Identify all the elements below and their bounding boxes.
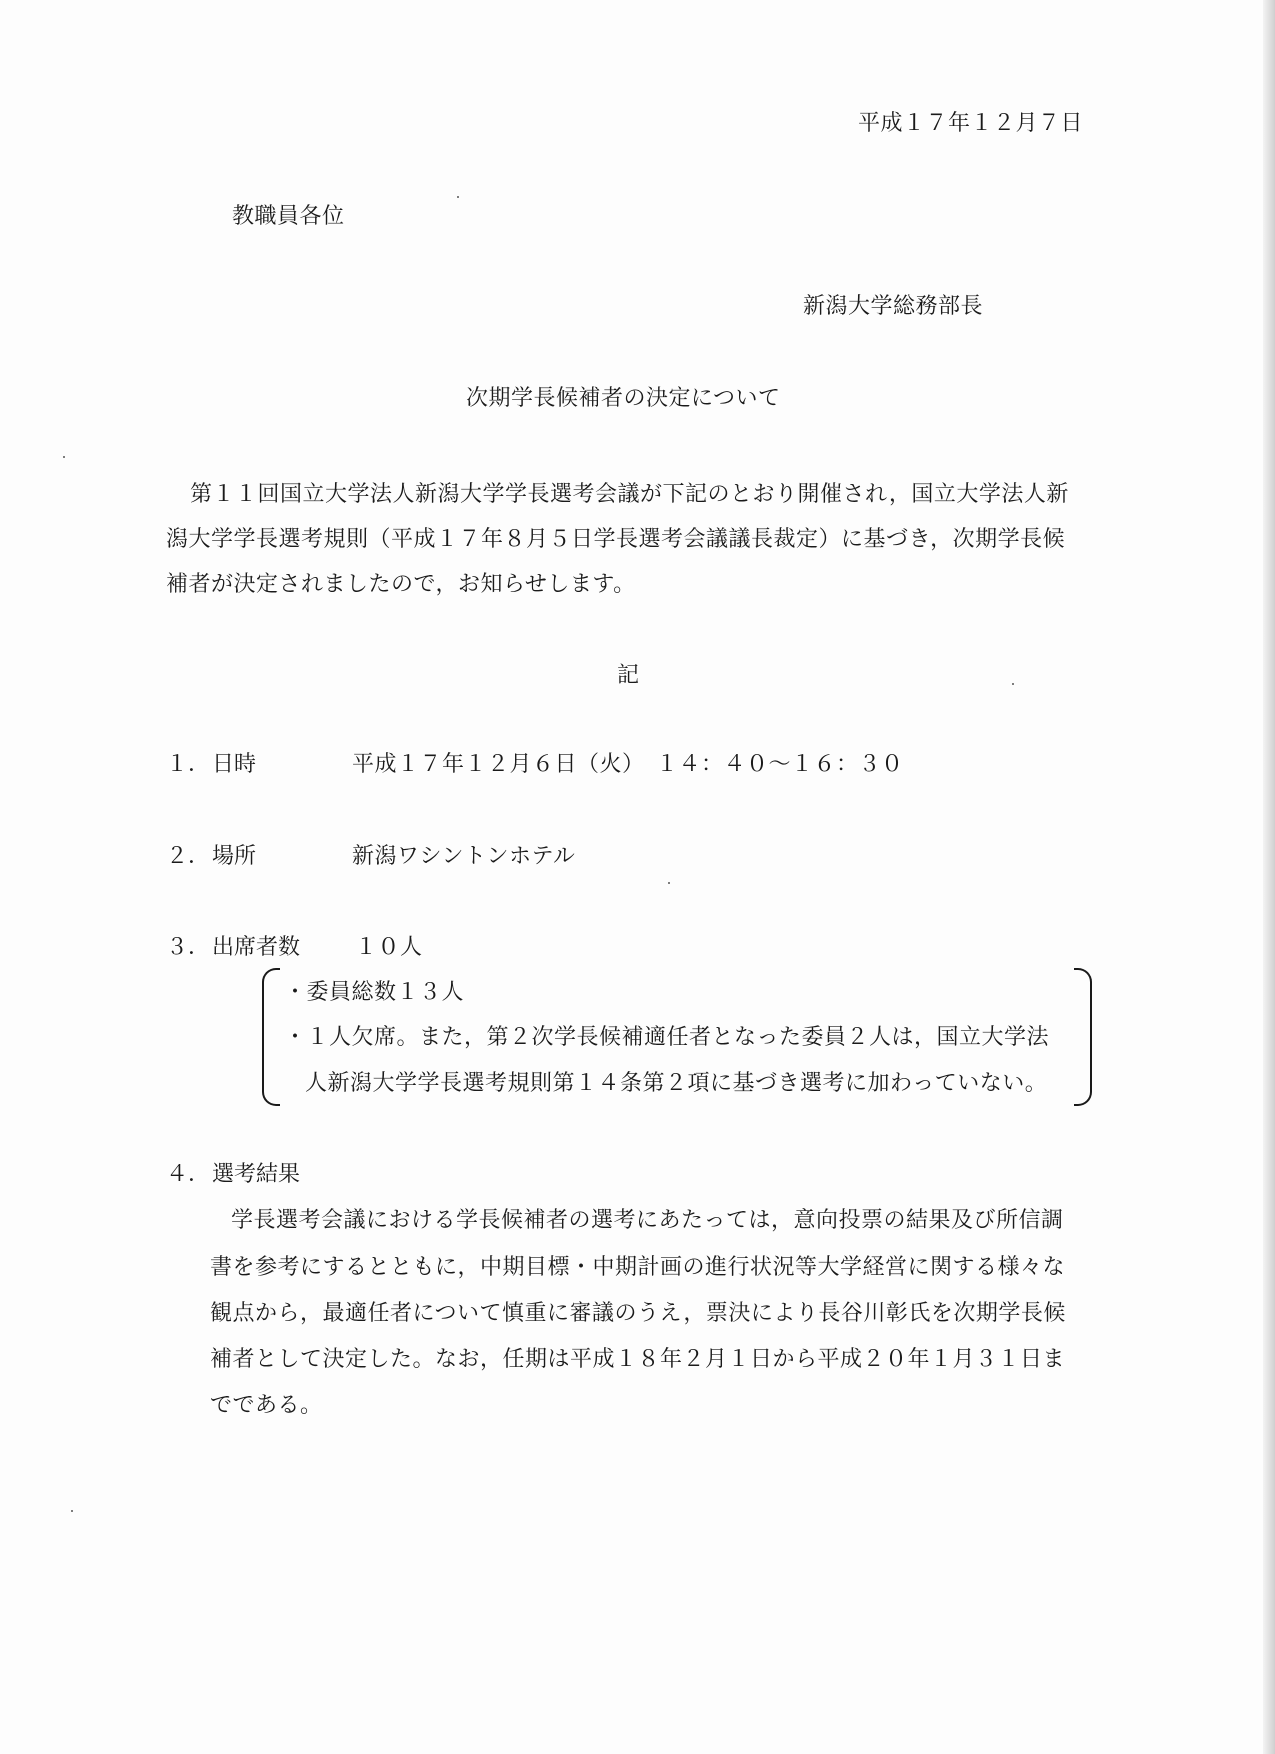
result-line: 学長選考会議における学長候補者の選考にあたっては，意向投票の結果及び所信調: [231, 1208, 1064, 1233]
item-label-place: 場所: [212, 844, 257, 869]
right-bracket: [1074, 968, 1092, 1106]
intro-line: 補者が決定されましたので，お知らせします。: [166, 572, 636, 597]
result-line: 書を参考にするとともに，中期目標・中期計画の進行状況等大学経営に関する様々な: [210, 1255, 1066, 1280]
sender: 新潟大学総務部長: [803, 294, 984, 319]
addressee: 教職員各位: [232, 204, 345, 229]
item-number: ４．: [166, 1162, 211, 1187]
item-value-datetime: 平成１７年１２月６日（火） １４：４０〜１６：３０: [352, 752, 904, 777]
intro-line: 第１１回国立大学法人新潟大学学長選考会議が下記のとおり開催され，国立大学法人新: [190, 482, 1069, 507]
item-number: １．: [166, 752, 211, 777]
scan-speck: [63, 456, 65, 458]
item-label-datetime: 日時: [212, 752, 257, 777]
item-value-place: 新潟ワシントンホテル: [352, 844, 576, 869]
ki-heading: 記: [617, 663, 640, 688]
result-line: でである。: [210, 1393, 323, 1418]
document-date: 平成１７年１２月７日: [858, 111, 1084, 136]
intro-line: 潟大学学長選考規則（平成１７年８月５日学長選考会議議長裁定）に基づき，次期学長候: [166, 527, 1066, 552]
document-subject: 次期学長候補者の決定について: [466, 386, 781, 411]
item-value-attendees: １０人: [355, 935, 423, 960]
result-line: 補者として決定した。なお，任期は平成１８年２月１日から平成２０年１月３１日ま: [210, 1347, 1066, 1372]
scan-speck: [668, 882, 670, 884]
attendee-note: ・１人欠席。また，第２次学長候補適任者となった委員２人は，国立大学法: [284, 1025, 1050, 1050]
item-label-result: 選考結果: [212, 1162, 301, 1187]
scan-edge: [1263, 0, 1275, 1754]
item-number: ３．: [166, 935, 211, 960]
item-label-attendees: 出席者数: [212, 935, 301, 960]
result-line: 観点から，最適任者について慎重に審議のうえ，票決により長谷川彰氏を次期学長候: [210, 1301, 1066, 1326]
attendee-note: ・委員総数１３人: [284, 980, 465, 1005]
left-bracket: [262, 968, 280, 1106]
scan-speck: [71, 1510, 73, 1512]
scan-speck: [457, 196, 459, 198]
scan-speck: [1012, 683, 1014, 685]
item-number: ２．: [166, 844, 211, 869]
attendee-note: 人新潟大学学長選考規則第１４条第２項に基づき選考に加わっていない。: [305, 1071, 1048, 1096]
